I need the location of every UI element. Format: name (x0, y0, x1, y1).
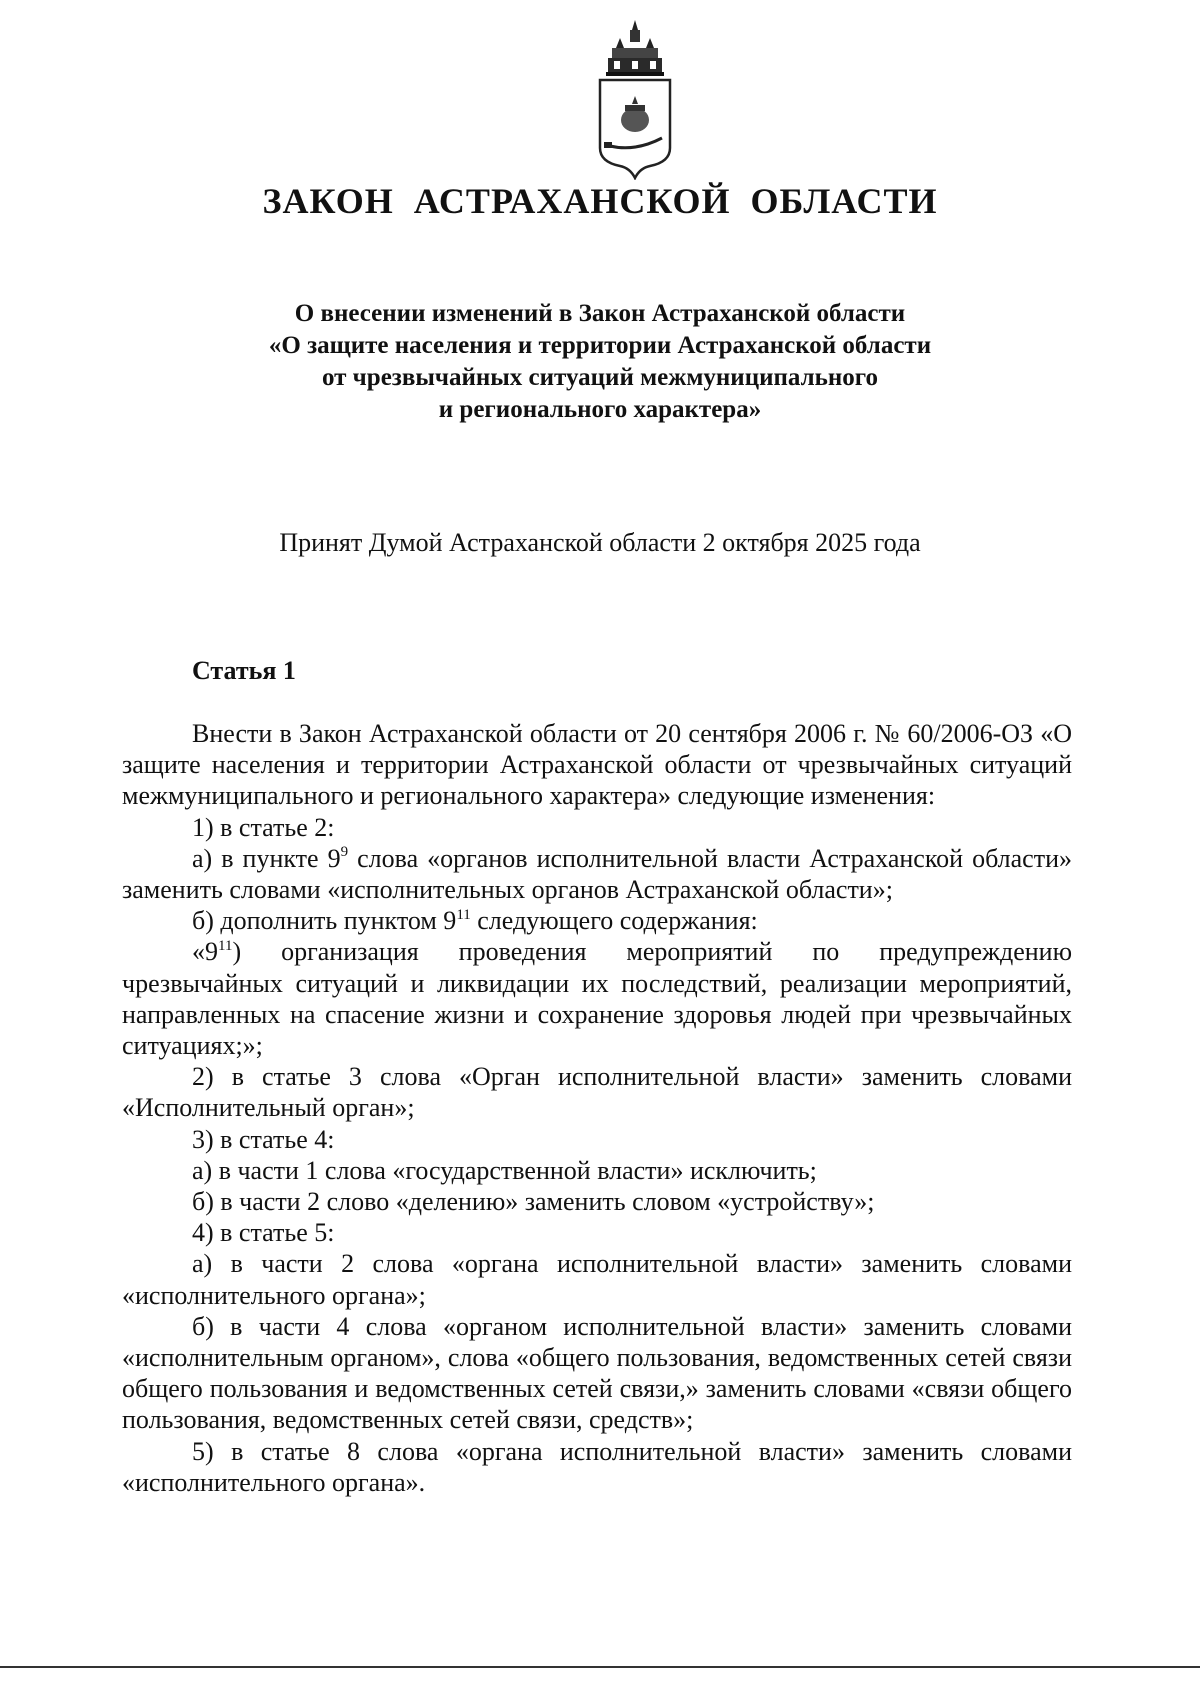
subtitle-line: от чрезвычайных ситуаций межмуниципального (321, 364, 879, 391)
superscript: 11 (218, 937, 233, 954)
amendment-item (122, 905, 1072, 936)
subtitle-line: О внесении изменений в Закон Астраханской области (294, 300, 906, 327)
law-subtitle (0, 298, 1200, 426)
amendment-item: а) в части 2 слова «органа исполнительной власти» заменить словами «исполнительного органа»; (122, 1249, 1072, 1310)
item-text: а) в пункте 9 (192, 843, 341, 873)
amendment-item: 4) в статье 5: (192, 1218, 335, 1248)
amendment-item: 2) в статье 3 слова «Орган исполнительной власти» заменить словами «Исполнительный орган»; (122, 1062, 1072, 1123)
subtitle-line: и регионального характера» (438, 396, 762, 423)
amendment-item: 3) в статье 4: (192, 1124, 335, 1154)
amendment-item (122, 936, 1072, 1061)
amendment-item: а) в части 1 слова «государственной власти» исключить; (192, 1155, 817, 1185)
article-body (122, 718, 1072, 1498)
article-heading: Статья 1 (192, 656, 296, 685)
item-text: следующего содержания: (470, 906, 758, 936)
footer-rule (0, 1666, 1200, 1668)
amendment-item: 5) в статье 8 слова «органа исполнительной власти» заменить словами «исполнительного органа». (122, 1436, 1072, 1497)
subtitle-line: «О защите населения и территории Астраханской области (268, 332, 932, 359)
article-intro: Внести в Закон Астраханской области от 20 сентября 2006 г. № 60/2006-ОЗ «О защите населения и территории Астраханской области от чрезвычайных ситуаций межмуниципального и регионального характера» следующие изменения: (122, 719, 1072, 811)
item-text: «9 (192, 937, 218, 967)
amendment-item: б) в части 2 слово «делению» заменить словом «устройству»; (192, 1187, 875, 1217)
adoption-line: Принят Думой Астраханской области 2 октября 2025 года (279, 528, 921, 557)
item-text: слова «органов исполнительной власти Астраханской области» заменить словами «исполнительных органов Астраханской области»; (122, 843, 1072, 905)
superscript: 9 (340, 844, 349, 861)
item-text: ) организация проведения мероприятий по предупреждению чрезвычайных ситуаций и ликвидации их последствий, реализации мероприятий, направленных на спасение жизни и сохранение здоровья людей при чрезвычайных ситуациях;»; (122, 937, 1072, 1061)
amendment-item: б) в части 4 слова «органом исполнительной власти» заменить словами «исполнительным органом», слова «общего пользования, ведомственных сетей связи общего пользования и ведомственных сетей связи,» заменить словами «связи общего пользования, ведомственных сетей связи, средств»; (122, 1311, 1072, 1435)
law-title: ЗАКОН АСТРАХАНСКОЙ ОБЛАСТИ (262, 181, 938, 221)
superscript: 11 (456, 906, 471, 923)
item-text: б) дополнить пунктом 9 (192, 906, 457, 936)
coat-of-arms-icon (590, 20, 680, 180)
amendment-item: 1) в статье 2: (192, 812, 335, 842)
amendment-item (122, 843, 1072, 905)
